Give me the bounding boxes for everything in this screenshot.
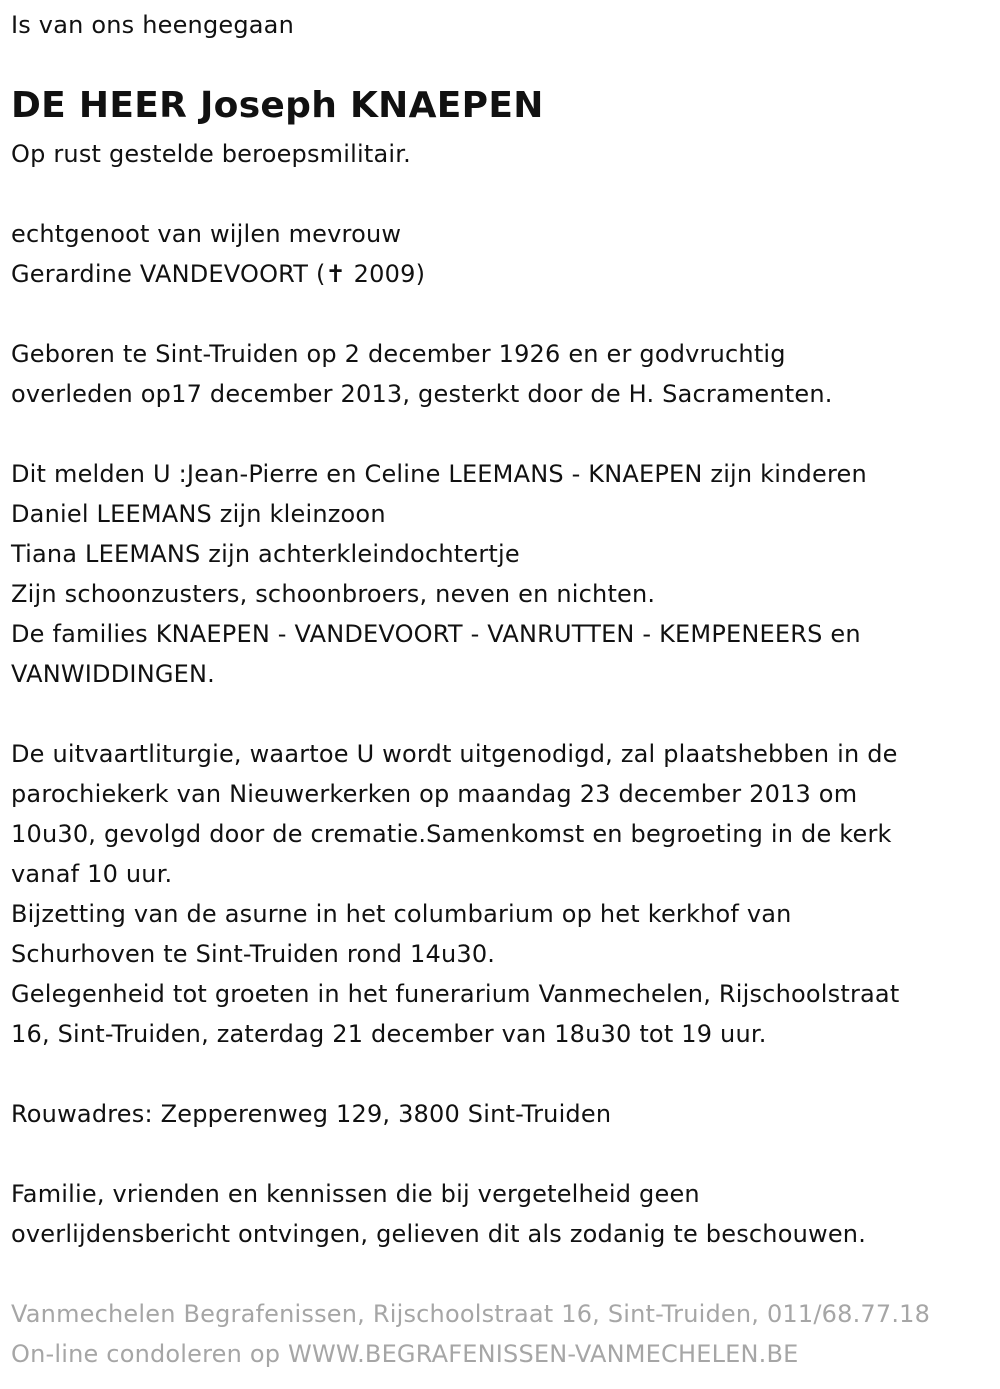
birth-death-line: overleden op17 december 2013, gesterkt door de H. Sacramenten. [11, 380, 833, 408]
ceremony-line: 16, Sint-Truiden, zaterdag 21 december van 18u30 tot 19 uur. [11, 1020, 767, 1048]
ceremony-line: Bijzetting van de asurne in het columbarium op het kerkhof van [11, 900, 792, 928]
family-line: Zijn schoonzusters, schoonbroers, neven en nichten. [11, 580, 656, 608]
family-line: Tiana LEEMANS zijn achterkleindochtertje [11, 540, 520, 568]
birth-death-block [11, 334, 833, 414]
spouse-line: Gerardine VANDEVOORT (✝ 2009) [11, 260, 426, 288]
ceremony-line: Gelegenheid tot groeten in het funerarium Vanmechelen, Rijschoolstraat [11, 980, 900, 1008]
notice-line: overlijdensbericht ontvingen, gelieven dit als zodanig te beschouwen. [11, 1220, 867, 1248]
birth-death-line: Geboren te Sint-Truiden op 2 december 1926 en er godvruchtig [11, 340, 786, 368]
spouse-line: echtgenoot van wijlen mevrouw [11, 220, 402, 248]
profession-block [11, 134, 411, 174]
ceremony-line: 10u30, gevolgd door de crematie.Samenkomst en begroeting in de kerk [11, 820, 892, 848]
intro-text: Is van ons heengegaan [11, 11, 295, 39]
deceased-name: DE HEER Joseph KNAEPEN [11, 85, 544, 126]
ceremony-line: vanaf 10 uur. [11, 860, 173, 888]
footer [11, 1294, 930, 1374]
notice-block [11, 1174, 866, 1254]
family-line: VANWIDDINGEN. [11, 660, 215, 688]
condolence-website: On-line condoleren op WWW.BEGRAFENISSEN-VANMECHELEN.BE [11, 1340, 799, 1368]
ceremony-block [11, 734, 899, 1054]
family-line: De families KNAEPEN - VANDEVOORT - VANRUTTEN - KEMPENEERS en [11, 620, 861, 648]
profession-text: Op rust gestelde beroepsmilitair. [11, 140, 411, 168]
family-line: Daniel LEEMANS zijn kleinzoon [11, 500, 386, 528]
family-block [11, 454, 867, 694]
address-block [11, 1094, 611, 1134]
notice-line: Familie, vrienden en kennissen die bij vergetelheid geen [11, 1180, 700, 1208]
spouse-block [11, 214, 425, 294]
mourning-address: Rouwadres: Zepperenweg 129, 3800 Sint-Truiden [11, 1100, 612, 1128]
family-line: Dit melden U :Jean-Pierre en Celine LEEMANS - KNAEPEN zijn kinderen [11, 460, 867, 488]
ceremony-line: Schurhoven te Sint-Truiden rond 14u30. [11, 940, 496, 968]
funeral-home-info: Vanmechelen Begrafenissen, Rijschoolstraat 16, Sint-Truiden, 011/68.77.18 [11, 1300, 931, 1328]
ceremony-line: De uitvaartliturgie, waartoe U wordt uitgenodigd, zal plaatshebben in de [11, 740, 898, 768]
ceremony-line: parochiekerk van Nieuwerkerken op maandag 23 december 2013 om [11, 780, 858, 808]
